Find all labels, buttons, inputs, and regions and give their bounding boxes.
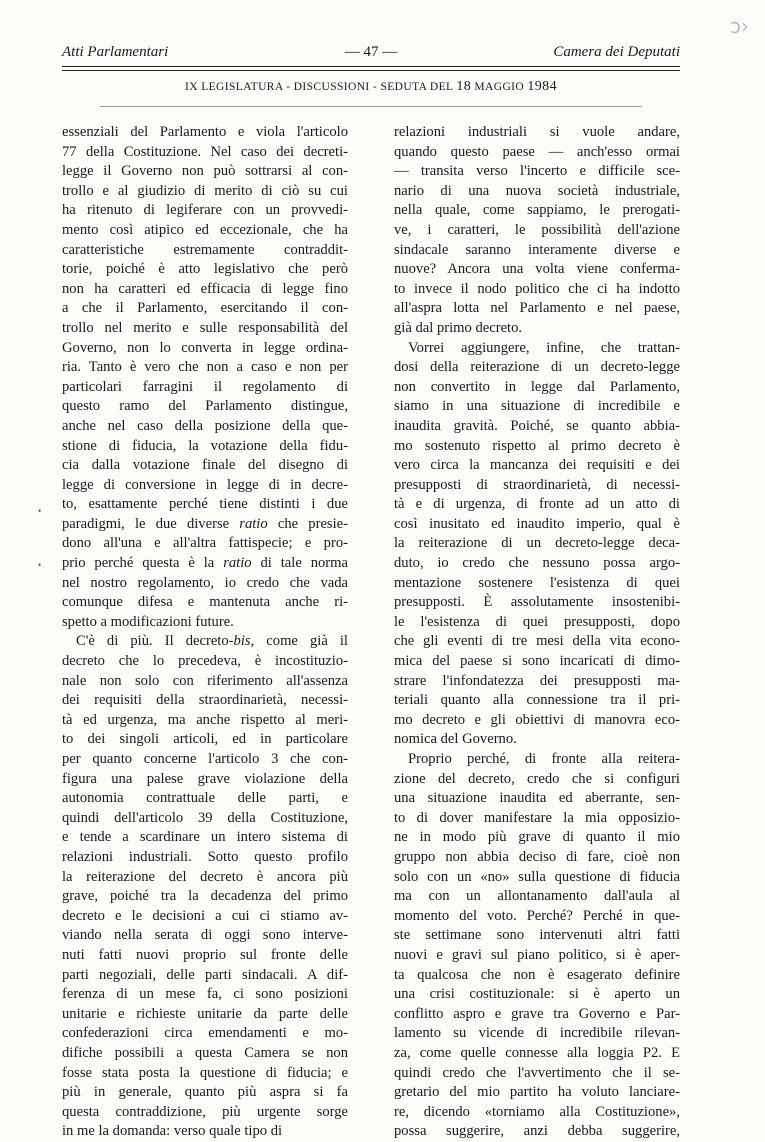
text-line: questo ramo del Parlamento distingue, (62, 398, 348, 415)
text-line: ste settimane sono intervenuti altri fatti (394, 927, 680, 944)
text-line: mica del paese si sono incaricati di dimo- (394, 653, 680, 670)
text-line: legge di conversione in legge di in decre- (62, 476, 348, 493)
text-line: all'aspra lotta nel Parlamento e nel paese, (394, 300, 680, 317)
text-line: stione di fiducia, la votazione della fidu- (62, 437, 348, 454)
text-line: mo sostenuto rispetto al primo decreto è (394, 437, 680, 454)
text-line: possa suggerire, anzi debba suggerire, (394, 1123, 680, 1140)
text-line: essenziali del Parlamento e viola l'articolo (62, 124, 348, 140)
text-line: inaudita gravità. Poiché, se quanto abbia- (394, 417, 680, 434)
text-line: Proprio perché, di fronte alla reitera- (408, 751, 680, 767)
text-line: mo decreto e gli obiettivi di manovra eco- (394, 711, 680, 728)
text-line: parti negoziali, delle parti sindacali. A dif- (62, 966, 348, 983)
text-line: confederazioni circa emendamenti e mo- (62, 1025, 348, 1042)
text-line: ne in modo più grave di quanto il mio (394, 829, 680, 846)
text-line: conflitto aspro e grave tra Governo e Par- (394, 1005, 680, 1022)
text-line: paradigmi, le due diverse ratio che presie- (62, 515, 348, 532)
text-line: gruppo non abbia deciso di fare, cioè non (394, 848, 680, 865)
text-line: caratteristiche estremamente contraddit- (62, 241, 348, 258)
text-line: sindacale saranno interamente diverse e (394, 241, 680, 258)
text-line: particolari farragini il regolamento di (62, 378, 348, 395)
text-line: dosi della reiterazione di un decreto-legge (394, 359, 680, 376)
text-line: decreto e le decisioni a cui ci stiamo av- (62, 907, 348, 924)
text-line: tà e di urgenza, di fronte ad un atto di (394, 496, 680, 513)
text-line: unitarie e richieste unitarie da parte delle (62, 1005, 348, 1022)
text-line: questa contraddizione, più urgente sorge (62, 1103, 348, 1120)
text-line: solo con un «no» sulla questione di fiducia (394, 868, 680, 885)
text-line: anche nel caso della posizione della que- (62, 417, 348, 434)
text-line: Governo, non lo converta in legge ordina- (62, 339, 348, 356)
text-line: relazioni industriali si vuole andare, (394, 124, 680, 140)
text-line: quindi credo che l'avvertimento che il se- (394, 1064, 680, 1081)
header-right-title: Camera dei Deputati (553, 44, 680, 60)
text-line: che gli eventi di tre mesi della vita econo- (394, 633, 680, 650)
right-column (394, 123, 680, 1142)
session-month: MAGGIO (471, 81, 528, 93)
text-line: nomica del Governo. (394, 731, 517, 748)
text-line: spetto a modificazioni future. (62, 613, 234, 630)
text-line: trollo nel merito e sulle responsabilità del (62, 319, 348, 336)
text-line: siamo in una situazione di incredibile e (394, 398, 680, 415)
scan-mark: ↄ› (730, 14, 749, 38)
text-line: una situazione inaudita ed aberrante, sen- (394, 790, 680, 807)
text-line: nuti fatti nuovi proprio sul fronte delle (62, 946, 348, 963)
text-line: difiche possibili a questa Camera se non (62, 1044, 348, 1061)
text-line: trollo e al giudizio di merito di ciò su cui (62, 182, 348, 199)
text-line: presupposti. È assolutamente insostenibi- (394, 594, 680, 611)
page-number: — 47 — (344, 44, 398, 60)
session-label: IX LEGISLATURA - DISCUSSIONI - SEDUTA DEL (185, 81, 457, 93)
text-line: le l'esistenza di quei presupposti, dopo (394, 613, 680, 630)
text-line: duto, io credo che nessuno possa argo- (394, 555, 680, 572)
text-line: viando nella serata di oggi sono interve- (62, 927, 348, 944)
text-line: strare l'infondatezza dei presupposti ma- (394, 672, 680, 689)
text-line: re, dicendo «torniamo alla Costituzione», (394, 1103, 680, 1120)
text-line: quando questo paese — anch'esso ormai (394, 143, 680, 160)
text-line: non convertito in legge dal Parlamento, (394, 378, 680, 395)
text-line: ria. Tanto è vero che non a caso e non per (62, 359, 348, 376)
text-line: 77 della Costituzione. Nel caso dei decreti- (62, 143, 348, 160)
text-line: to, esattamente perché tiene distinti i due (62, 496, 348, 513)
text-line: momento del voto. Perché? Perché in que- (394, 907, 680, 924)
text-line: più in generale, quanto più aspra si fa (62, 1084, 348, 1101)
margin-bullet: • (38, 560, 42, 570)
text-line: dono all'una e all'altra fattispecie; e pro- (62, 535, 348, 552)
text-line: già dal primo decreto. (394, 319, 523, 336)
margin-bullet: • (38, 506, 42, 516)
session-day: 18 (456, 79, 472, 94)
text-line: cia dalla votazione finale del disegno di (62, 457, 348, 474)
header-rule-top (62, 66, 680, 67)
section-divider (100, 106, 642, 107)
text-line: lamento su vicende di incredibile rilevan- (394, 1025, 680, 1042)
text-line: tà ed urgenza, ma anche rispetto al meri- (62, 711, 348, 728)
text-line: comunque difesa e mantenuta anche ri- (62, 594, 348, 611)
text-line: mento così atipico ed eccezionale, che ha (62, 221, 348, 238)
text-line: nale non solo con riferimento all'assenza (62, 672, 348, 689)
header-left-title: Atti Parlamentari (62, 44, 169, 60)
text-line: nuovi e gravi sul piano politico, si è aper- (394, 946, 680, 963)
text-line: to dei singoli articoli, ed in particolare (62, 731, 348, 748)
text-line: teriali quanto alla connessione tra il pri- (394, 692, 680, 709)
text-line: C'è di più. Il decreto-bis, come già il (76, 633, 348, 650)
text-line: una crisi costituzionale: si è aperto un (394, 986, 680, 1003)
text-line: zione del decreto, credo che si configuri (394, 770, 680, 787)
text-line: ha ritenuto di legiferare con un provvedi- (62, 202, 348, 219)
text-line: grave, poiché tra la decadenza del primo (62, 888, 348, 905)
text-line: to di dover manifestare la mia opposizio- (394, 809, 680, 826)
text-line: in me la domanda: verso quale tipo di (62, 1123, 283, 1140)
header-rule-bottom (62, 70, 680, 71)
text-line: figura una palese grave violazione della (62, 770, 348, 787)
text-line: così inusitato ed inaudito imperio, qual è (394, 515, 680, 532)
text-line: vero circa la mancanza dei requisiti e dei (394, 457, 680, 474)
text-line: gretario del mio partito ha voluto lanciare- (394, 1084, 680, 1101)
session-year: 1984 (527, 79, 557, 94)
text-line: decreto che lo precedeva, è incostituzio- (62, 653, 348, 670)
text-line: ta qualcosa che non è esagerato definire (394, 966, 680, 983)
text-line: presupposti di straordinarietà, di necessi- (394, 476, 680, 493)
text-line: per quanto concerne l'articolo 3 che con- (62, 751, 348, 767)
text-line: quindi dell'articolo 39 della Costituzione, (62, 809, 348, 826)
text-line: fosse stata posta la questione di fiducia; e (62, 1064, 348, 1081)
text-line: non ha caratteri ed efficacia di legge fino (62, 280, 348, 297)
session-line (62, 79, 680, 95)
left-column (62, 123, 348, 1142)
text-line: mentazione sostenere l'esistenza di quei (394, 574, 680, 591)
text-line: za, come quelle connesse alla loggia P2. E (394, 1044, 680, 1061)
text-line: torie, poiché è atto legislativo che però (62, 261, 348, 278)
text-line: to invece il nodo politico che ci ha indotto (394, 280, 680, 297)
text-line: autonomia contrattuale delle parti, e (62, 790, 348, 807)
text-line: Vorrei aggiungere, infine, che trattan- (408, 339, 680, 356)
text-line: nel nostro regolamento, io credo che vada (62, 574, 348, 591)
text-line: a che il Parlamento, esercitando il con- (62, 300, 348, 317)
text-line: ferenza di un mese fa, ci sono posizioni (62, 986, 348, 1003)
text-line: ma con un allontanamento dall'aula al (394, 888, 680, 905)
text-line: la reiterazione di un decreto-legge deca- (394, 535, 680, 552)
text-line: ve, i caratteri, le possibilità dell'azione (394, 221, 680, 238)
text-line: la reiterazione del decreto è ancora più (62, 868, 348, 885)
text-line: relazioni industriali. Sotto questo profilo (62, 848, 348, 865)
text-line: nuove? Ancora una volta viene conferma- (394, 261, 680, 278)
text-line: — transita verso l'incerto e difficile sce- (394, 163, 680, 180)
text-line: e tende a scardinare un intero sistema di (62, 829, 348, 846)
text-line: nella quale, come sappiamo, le prerogati- (394, 202, 680, 219)
text-line: dei requisiti della straordinarietà, necessi- (62, 692, 348, 709)
text-line: nario di una nuova società industriale, (394, 182, 680, 199)
text-line: prio perché questa è la ratio di tale norma (62, 555, 348, 572)
text-line: legge il Governo non può sottrarsi al con- (62, 163, 348, 180)
page-header (62, 44, 680, 66)
